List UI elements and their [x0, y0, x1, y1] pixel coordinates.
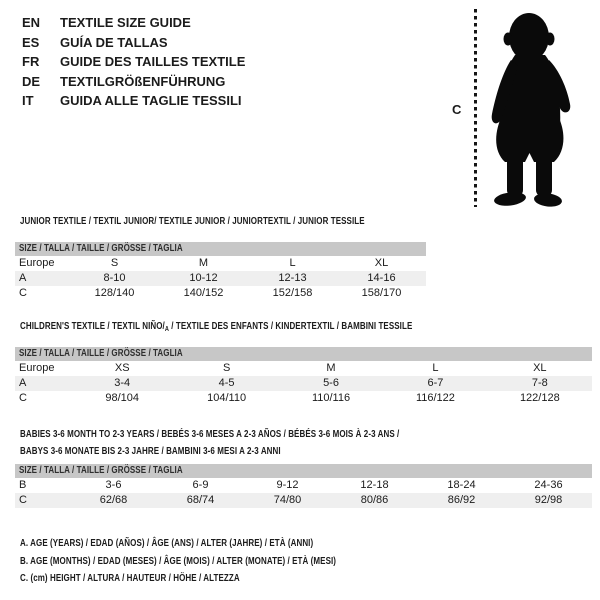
table-header-text: SIZE / TALLA / TAILLE / GRÖSSE / TAGLIA: [19, 243, 183, 254]
height-cell: 92/98: [534, 494, 563, 506]
section-heading-line1: BABIES 3-6 MONTH TO 2-3 YEARS / BEBÉS 3-6 MESES A 2-3 AÑOS / BÉBÉS 3-6 MOIS À 2-3 ANS /: [20, 429, 400, 440]
height-measure-dashed-line: [474, 9, 477, 207]
table-header-bar: [15, 242, 426, 256]
table-row-europe: [15, 361, 592, 376]
language-title-list: [22, 13, 245, 111]
height-cell: 86/92: [447, 494, 476, 506]
row-label: C: [19, 287, 27, 299]
lang-title: GUÍA DE TALLAS: [60, 34, 168, 50]
height-cell: 128/140: [94, 287, 135, 299]
size-cell: S: [110, 257, 119, 269]
height-cell: 80/86: [360, 494, 389, 506]
age-cell: 3-6: [105, 479, 122, 491]
section-heading-junior: [20, 216, 451, 228]
height-cell: 74/80: [273, 494, 302, 506]
row-label: C: [19, 392, 27, 404]
table-header-bar: [15, 464, 592, 478]
size-cell: S: [222, 362, 231, 374]
age-cell: 12-13: [278, 272, 307, 284]
age-cell: 8-10: [103, 272, 126, 284]
size-cell: M: [326, 362, 336, 374]
toddler-silhouette-icon: [487, 10, 593, 208]
row-label: Europe: [19, 362, 55, 374]
size-cell: M: [198, 257, 209, 269]
table-row-height: [15, 493, 592, 508]
junior-size-table: [15, 242, 426, 301]
height-cell: 104/110: [207, 392, 247, 404]
measurement-legend: [20, 535, 415, 588]
age-cell: 9-12: [276, 479, 299, 491]
heading-prefix: CHILDREN'S TEXTILE / TEXTIL NIÑO/: [20, 321, 165, 332]
age-cell: 3-4: [114, 377, 131, 389]
age-cell: 4-5: [218, 377, 235, 389]
age-cell: 18-24: [447, 479, 476, 491]
table-row-age-months: [15, 478, 592, 493]
size-cell: XL: [374, 257, 389, 269]
table-row-europe: [15, 256, 426, 271]
legend-line-a: [20, 535, 415, 553]
size-cell: XL: [533, 362, 547, 374]
lang-title: GUIDA ALLE TAGLIE TESSILI: [60, 93, 242, 108]
lang-code: IT: [22, 93, 34, 108]
lang-code: ES: [22, 34, 40, 50]
lang-title: GUIDE DES TAILLES TEXTILE: [60, 54, 246, 69]
table-row-age: [15, 271, 426, 286]
lang-title: TEXTILE SIZE GUIDE: [60, 15, 191, 30]
size-cell: L: [432, 362, 439, 374]
table-header-text: SIZE / TALLA / TAILLE / GRÖSSE / TAGLIA: [19, 465, 183, 476]
age-cell: 24-36: [534, 479, 563, 491]
section-heading-children: [20, 321, 510, 336]
age-cell: 6-9: [192, 479, 209, 491]
lang-code: FR: [22, 54, 40, 69]
section-heading-babies: [20, 426, 494, 460]
row-label: A: [19, 272, 27, 284]
section-heading-text: [20, 321, 412, 336]
section-heading-line2: BABYS 3-6 MONATE BIS 2-3 JAHRE / BAMBINI 3-6 MESI A 2-3 ANNI: [20, 446, 281, 457]
height-cell: 110/116: [311, 392, 351, 404]
size-cell: L: [289, 257, 296, 269]
lang-code: EN: [22, 15, 41, 30]
lang-code: DE: [22, 73, 41, 89]
age-cell: 14-16: [367, 272, 396, 284]
age-cell: 7-8: [531, 377, 548, 389]
table-row-age: [15, 376, 592, 391]
height-cell: 68/74: [186, 494, 215, 506]
table-row-height: [15, 391, 592, 406]
age-cell: 6-7: [427, 377, 444, 389]
legend-text: A. AGE (YEARS) / EDAD (AÑOS) / ÂGE (ANS) / ALTER (JAHRE) / ETÀ (ANNI): [20, 538, 314, 549]
table-row-height: [15, 286, 426, 301]
row-label: A: [19, 377, 27, 389]
height-measure-label: C: [452, 102, 462, 117]
height-cell: 158/170: [361, 287, 402, 299]
lang-row-fr: [22, 52, 245, 72]
lang-row-it: [22, 91, 245, 111]
heading-suffix: / TEXTILE DES ENFANTS / KINDERTEXTIL / BAMBINI TESSILE: [168, 321, 413, 332]
legend-text: B. AGE (MONTHS) / EDAD (MESES) / ÂGE (MOIS) / ALTER (MONATE) / ETÀ (MESI): [20, 555, 337, 567]
size-cell: XS: [114, 362, 130, 374]
lang-row-de: [22, 72, 245, 92]
section-heading-text: JUNIOR TEXTILE / TEXTIL JUNIOR/ TEXTILE JUNIOR / JUNIORTEXTIL / JUNIOR TESSILE: [20, 216, 365, 227]
row-label: C: [19, 494, 27, 506]
age-cell: 5-6: [323, 377, 339, 389]
babies-size-table: [15, 464, 592, 508]
heading-subscript: A: [164, 326, 169, 333]
row-label: B: [19, 479, 27, 491]
children-size-table: [15, 347, 592, 406]
legend-text: C. (cm) HEIGHT / ALTURA / HAUTEUR / HÖHE / ALTEZZA: [20, 573, 240, 584]
table-header-bar: [15, 347, 592, 361]
height-cell: 116/122: [415, 392, 455, 404]
age-cell: 10-12: [189, 272, 218, 284]
row-label: Europe: [19, 257, 55, 269]
table-header-text: SIZE / TALLA / TAILLE / GRÖSSE / TAGLIA: [19, 348, 183, 359]
lang-row-en: [22, 13, 245, 33]
height-cell: 98/104: [105, 392, 140, 404]
legend-line-b: [20, 553, 415, 571]
height-cell: 62/68: [99, 494, 128, 506]
lang-row-es: [22, 33, 245, 53]
age-cell: 12-18: [360, 479, 389, 491]
legend-line-c: [20, 570, 415, 588]
height-cell: 152/158: [272, 287, 313, 299]
height-cell: 140/152: [183, 287, 224, 299]
lang-title: TEXTILGRÖßENFÜHRUNG: [60, 73, 226, 89]
height-cell: 122/128: [519, 392, 560, 404]
